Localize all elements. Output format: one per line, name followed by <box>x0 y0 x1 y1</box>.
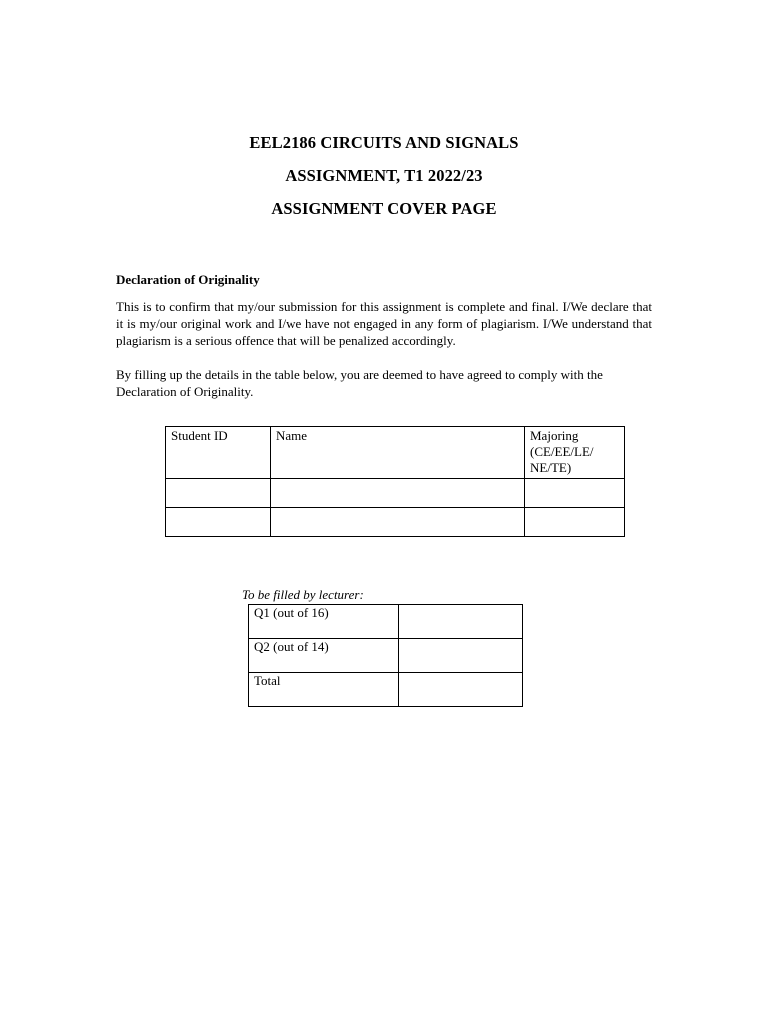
table-row <box>249 639 523 673</box>
lecturer-note: To be filled by lecturer: <box>242 587 364 602</box>
total-score-cell[interactable] <box>399 673 523 707</box>
declaration-paragraph: This is to confirm that my/our submission for this assignment is complete and final. I/We declare that it is my/our original work and I/we have not engaged in any form of plagiarism. I/We understand that plagiarism is a serious offence that will be penalized accordingly. <box>116 299 652 348</box>
student-details-table <box>165 426 625 537</box>
total-label: Total <box>249 673 399 707</box>
marks-table <box>248 604 523 707</box>
cover-page-title: ASSIGNMENT COVER PAGE <box>271 199 497 218</box>
table-row <box>249 605 523 639</box>
q2-score-cell[interactable] <box>399 639 523 673</box>
majoring-cell[interactable] <box>525 508 625 537</box>
declaration-heading: Declaration of Originality <box>116 272 260 287</box>
table-row <box>166 479 625 508</box>
majoring-header: Majoring (CE/EE/LE/ NE/TE) <box>525 427 625 479</box>
q1-score-cell[interactable] <box>399 605 523 639</box>
agreement-paragraph: By filling up the details in the table below, you are deemed to have agreed to comply with the Declaration of Originality. <box>116 367 603 399</box>
table-header-row <box>166 427 625 479</box>
name-cell[interactable] <box>271 508 525 537</box>
student-id-cell[interactable] <box>166 479 271 508</box>
table-row <box>249 673 523 707</box>
name-header: Name <box>271 427 525 479</box>
q1-label: Q1 (out of 16) <box>249 605 399 639</box>
name-cell[interactable] <box>271 479 525 508</box>
assignment-title: ASSIGNMENT, T1 2022/23 <box>285 166 483 185</box>
course-title: EEL2186 CIRCUITS AND SIGNALS <box>249 133 519 152</box>
student-id-cell[interactable] <box>166 508 271 537</box>
majoring-cell[interactable] <box>525 479 625 508</box>
q2-label: Q2 (out of 14) <box>249 639 399 673</box>
table-row <box>166 508 625 537</box>
student-id-header: Student ID <box>166 427 271 479</box>
